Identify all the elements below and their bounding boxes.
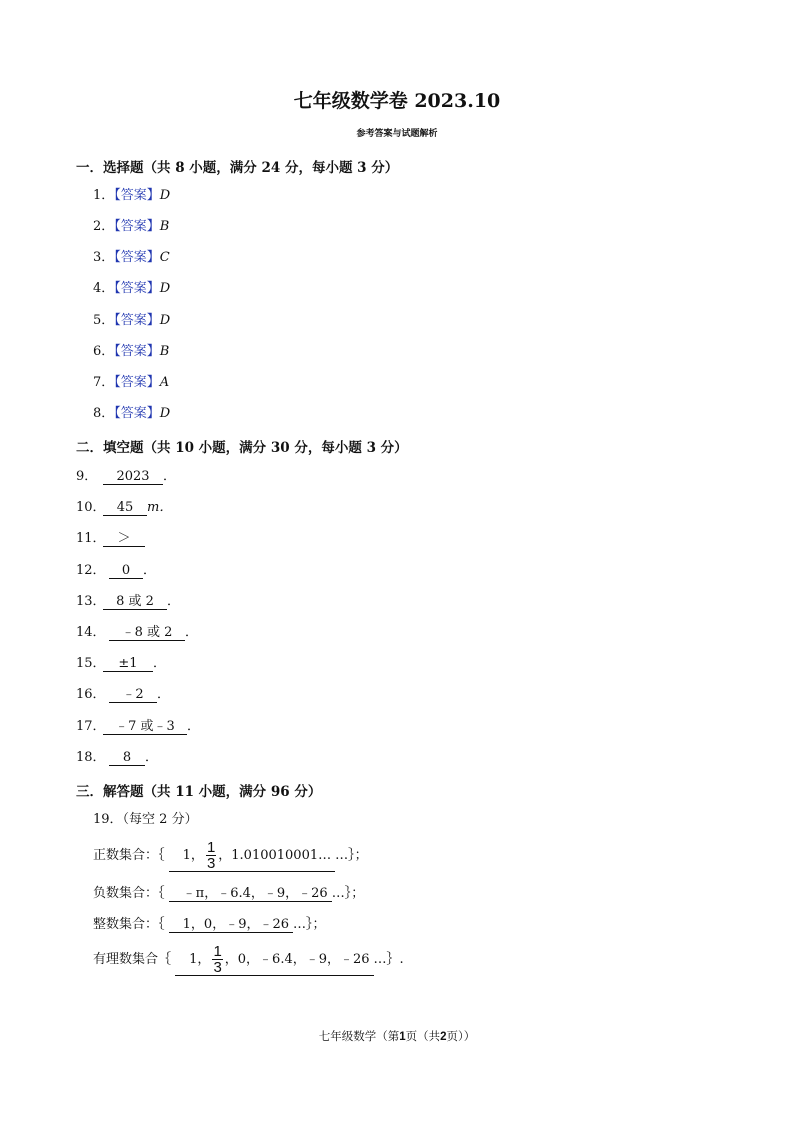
answer-tag: 【答案】: [114, 188, 160, 203]
list-item: [76, 562, 156, 580]
footer-page-number: 1: [399, 1031, 406, 1043]
answer-tag: 【答案】: [114, 344, 160, 359]
footer-text: 页（共: [405, 1029, 441, 1043]
answer-suffix: ．: [167, 594, 181, 609]
set-element: ，0，﹣6.4，﹣9，﹣26: [224, 952, 370, 967]
set-tail: …｝；: [331, 886, 365, 901]
question-number: 7．: [93, 375, 115, 390]
question-number: 6．: [93, 344, 115, 359]
list-item: [93, 343, 169, 361]
list-item: [76, 530, 145, 548]
list-item: [93, 405, 170, 423]
answer-suffix: m．: [147, 500, 173, 515]
question-number: 10．: [76, 500, 106, 515]
list-item: [76, 686, 170, 704]
fraction: [212, 944, 222, 975]
section-heading-solve: 三．解答题（共 11 小题，满分 96 分）: [76, 784, 322, 800]
list-item: [93, 249, 170, 267]
set-tail: …｝；: [335, 848, 368, 863]
answer-tag: 【答案】: [114, 375, 160, 390]
question-number: 1．: [93, 188, 115, 203]
question-number: 17．: [76, 719, 106, 734]
answer-value: D: [159, 406, 171, 421]
set-label: 负数集合：｛: [93, 886, 165, 901]
question-number: 11．: [76, 531, 106, 546]
answer-value: D: [159, 188, 171, 203]
footer-text: 七年级数学（第: [318, 1029, 400, 1043]
answer-value: D: [159, 281, 171, 296]
answer-blank: ﹣8 或 2: [109, 625, 185, 641]
list-item: [76, 468, 176, 486]
positive-set-row: [93, 840, 368, 872]
section-heading-choice: 一．选择题（共 8 小题，满分 24 分，每小题 3 分）: [76, 160, 399, 176]
question-19-label: 19．（每空 2 分）: [93, 812, 198, 827]
list-item: [76, 499, 172, 517]
fraction-numerator: 1: [206, 839, 216, 856]
answer-suffix: ．: [145, 750, 159, 765]
list-item: [93, 280, 170, 298]
answer-value: B: [159, 344, 170, 359]
answer-suffix: ．: [163, 469, 177, 484]
fraction-denominator: 3: [206, 855, 216, 872]
set-element: 1，: [189, 952, 211, 967]
integer-set-row: [93, 916, 326, 934]
list-item: [93, 187, 170, 205]
question-number: 4．: [93, 281, 115, 296]
question-number: 12．: [76, 563, 106, 578]
footer-text: 页））: [446, 1029, 476, 1043]
set-element: ，1.010010001…: [218, 848, 332, 863]
set-label: 正数集合：｛: [93, 848, 165, 863]
rational-set-row: [93, 944, 404, 976]
answer-tag: 【答案】: [114, 219, 160, 234]
answer-suffix: ．: [143, 563, 157, 578]
fraction-denominator: 3: [213, 959, 222, 976]
rational-set-blank: [175, 944, 373, 976]
section-heading-fill: 二．填空题（共 10 小题，满分 30 分，每小题 3 分）: [76, 440, 408, 456]
list-item: [93, 218, 169, 236]
question-number: 8．: [93, 406, 115, 421]
set-label: 有理数集合｛: [93, 952, 172, 967]
integer-set-blank: 1，0，﹣9，﹣26: [169, 917, 293, 933]
answer-blank: 8 或 2: [103, 594, 167, 610]
answer-suffix: ．: [185, 625, 199, 640]
answer-blank: 8: [109, 750, 145, 766]
fraction: [206, 840, 216, 871]
answer-tag: 【答案】: [114, 281, 160, 296]
question-number: 2．: [93, 219, 115, 234]
answer-value: A: [159, 375, 170, 390]
answer-blank: ＞: [103, 531, 145, 547]
list-item: [93, 374, 169, 392]
answer-blank: 45: [103, 500, 147, 516]
answer-value: C: [159, 250, 170, 265]
question-number: 13．: [76, 594, 106, 609]
positive-set-blank: [169, 840, 335, 872]
question-number: 18．: [76, 750, 106, 765]
question-number: 15．: [76, 656, 106, 671]
answer-value: B: [159, 219, 170, 234]
question-number: 14．: [76, 625, 106, 640]
question-number: 5．: [93, 313, 115, 328]
answer-value: D: [159, 313, 171, 328]
set-element: 1，: [182, 848, 204, 863]
answer-tag: 【答案】: [114, 313, 160, 328]
question-number: 9．: [76, 469, 98, 484]
question-number: 16．: [76, 687, 106, 702]
set-label: 整数集合：｛: [93, 917, 165, 932]
page-subtitle: 参考答案与试题解析: [356, 129, 438, 139]
answer-blank: 2023: [103, 469, 163, 485]
negative-set-row: [93, 885, 364, 903]
page-title: 七年级数学卷 2023.10: [293, 90, 501, 112]
list-item: [76, 718, 200, 736]
answer-blank: ﹣7 或﹣3: [103, 719, 187, 735]
negative-set-blank: ﹣π，﹣6.4，﹣9，﹣26: [169, 886, 332, 902]
answer-blank: 0: [109, 563, 143, 579]
answer-suffix: ．: [187, 719, 201, 734]
answer-tag: 【答案】: [114, 250, 160, 265]
answer-suffix: ．: [153, 656, 167, 671]
question-number: 3．: [93, 250, 115, 265]
answer-tag: 【答案】: [114, 406, 160, 421]
set-tail: …｝；: [293, 917, 326, 932]
answer-blank: ﹣2: [109, 687, 157, 703]
list-item: [76, 593, 180, 611]
footer-total-pages: 2: [440, 1031, 447, 1043]
list-item: [93, 312, 170, 330]
fraction-numerator: 1: [213, 943, 222, 960]
list-item: [76, 749, 158, 767]
page-footer: [0, 1028, 794, 1044]
list-item: [76, 655, 166, 673]
answer-suffix: ．: [157, 687, 171, 702]
list-item: [76, 624, 198, 642]
answer-blank: ±1: [103, 656, 153, 672]
set-tail: …｝.: [373, 952, 404, 967]
